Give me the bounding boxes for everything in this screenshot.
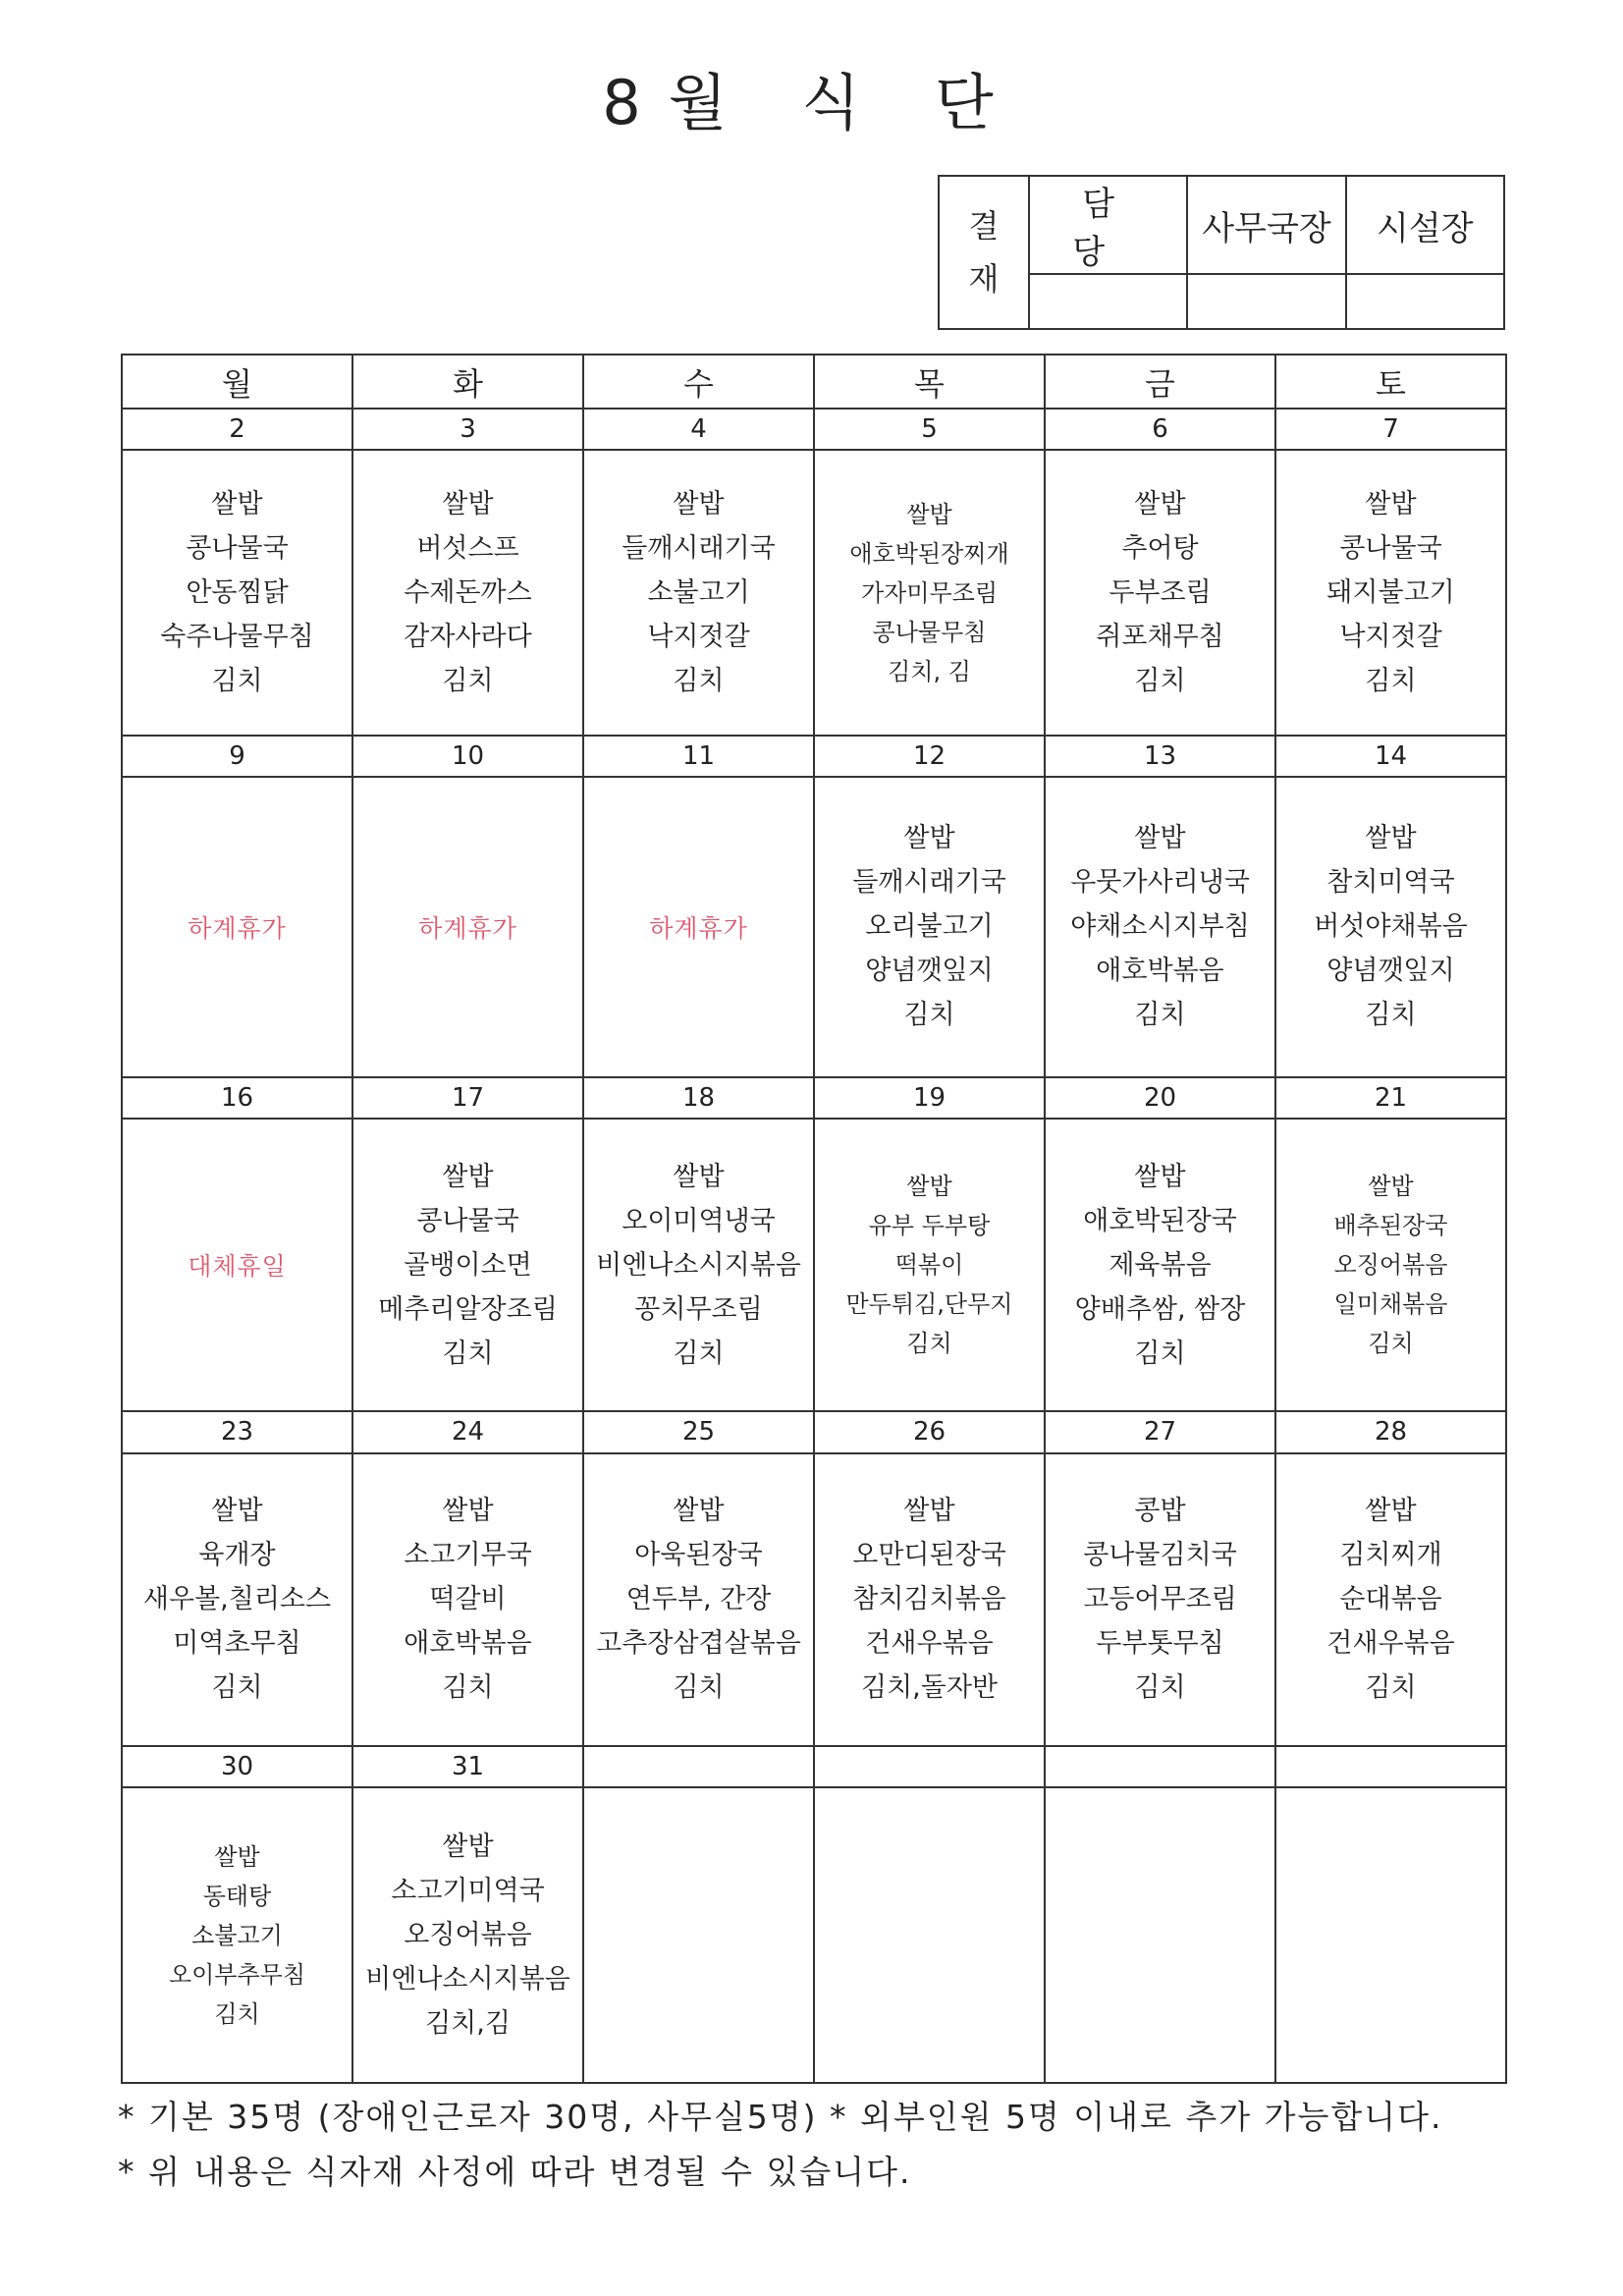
menu-item: 일미채볶음 [1333, 1290, 1448, 1319]
date-cell: 31 [352, 1746, 583, 1787]
menu-cell [814, 1119, 1045, 1412]
menu-item: 가자미무조림 [860, 578, 999, 607]
menu-cell [1275, 1119, 1506, 1412]
menu-item: 두부조림 [1109, 577, 1212, 609]
menu-item: 돼지불고기 [1326, 577, 1455, 609]
menu-item: 애호박볶음 [1096, 956, 1224, 987]
date-cell: 10 [352, 736, 583, 777]
menu-item: 쌀밥 [906, 500, 952, 528]
date-cell: 17 [352, 1077, 583, 1119]
holiday-label: 하계휴가 [418, 913, 517, 943]
date-cell: 27 [1045, 1411, 1275, 1452]
menu-item: 김치 [673, 1672, 725, 1704]
menu-item: 감자사라다 [404, 622, 532, 653]
menu-item: 김치 [1134, 1000, 1186, 1031]
approval-label [939, 176, 1029, 329]
approval-sign-box[interactable] [1346, 274, 1504, 329]
menu-item: 안동찜닭 [186, 577, 289, 609]
menu-item: 아욱된장국 [634, 1540, 763, 1571]
weekday-header: 목 [814, 355, 1045, 409]
menu-cell [583, 1119, 814, 1412]
date-cell: 11 [583, 736, 814, 777]
menu-item: 김치 [442, 1672, 494, 1704]
menu-item: 버섯스프 [416, 533, 519, 565]
menu-row [122, 1453, 1506, 1747]
date-cell: 24 [352, 1411, 583, 1452]
weekday-header: 수 [583, 355, 814, 409]
menu-item: 쌀밥 [673, 489, 725, 520]
menu-cell [1045, 1453, 1275, 1747]
menu-item: 쌀밥 [906, 1173, 952, 1201]
date-cell: 28 [1275, 1411, 1506, 1452]
menu-item: 김치 [673, 1338, 725, 1369]
menu-cell [1275, 450, 1506, 736]
date-cell: 4 [583, 409, 814, 450]
menu-cell [583, 1453, 814, 1747]
menu-item: 들깨시래기국 [622, 533, 776, 565]
weekday-header: 토 [1275, 355, 1506, 409]
weekday-header: 화 [352, 355, 583, 409]
menu-item: 연두부, 간장 [625, 1584, 772, 1615]
date-cell: 19 [814, 1077, 1045, 1119]
menu-item: 고추장삼겹살볶음 [596, 1628, 801, 1660]
menu-item: 소불고기 [191, 1921, 283, 1949]
date-cell: 6 [1045, 409, 1275, 450]
menu-item: 고등어무조림 [1083, 1584, 1237, 1615]
date-cell [1275, 1746, 1506, 1787]
menu-item: 숙주나물무침 [160, 622, 314, 653]
menu-item: 쌀밥 [1365, 823, 1417, 854]
date-row [122, 409, 1506, 450]
date-cell [814, 1746, 1045, 1787]
menu-cell [352, 777, 583, 1077]
date-cell: 14 [1275, 736, 1506, 777]
menu-item: 김치 [1134, 1672, 1186, 1704]
approval-sign-box[interactable] [1187, 274, 1345, 329]
menu-item: 김치 [1365, 1672, 1417, 1704]
weekday-header: 금 [1045, 355, 1275, 409]
menu-item: 쌀밥 [1365, 1496, 1417, 1527]
menu-item: 들깨시래기국 [852, 867, 1006, 899]
menu-item: 쌀밥 [442, 1496, 494, 1527]
date-cell [1045, 1746, 1275, 1787]
date-cell: 30 [122, 1746, 352, 1787]
menu-cell [122, 1119, 352, 1412]
menu-item: 김치찌개 [1339, 1540, 1442, 1571]
menu-item: 소불고기 [647, 577, 750, 609]
menu-item: 미역초무침 [173, 1628, 301, 1660]
menu-item: 김치 [442, 1338, 494, 1369]
date-cell: 18 [583, 1077, 814, 1119]
menu-item: 콩밥 [1134, 1496, 1186, 1527]
date-cell: 2 [122, 409, 352, 450]
menu-item: 오징어볶음 [1333, 1251, 1448, 1280]
date-cell: 7 [1275, 409, 1506, 450]
menu-item: 김치 [673, 666, 725, 697]
menu-item: 쌀밥 [442, 1161, 494, 1192]
menu-item: 김치,김 [425, 2008, 511, 2040]
menu-item: 수제돈까스 [404, 577, 532, 609]
menu-item: 김치 [1134, 1338, 1186, 1369]
menu-item: 김치 [903, 1000, 955, 1031]
menu-cell [814, 1787, 1045, 2083]
menu-cell [122, 450, 352, 736]
date-cell: 20 [1045, 1077, 1275, 1119]
menu-item: 제육볶음 [1109, 1249, 1212, 1281]
menu-row [122, 1787, 1506, 2083]
menu-item: 오이미역냉국 [622, 1205, 776, 1236]
menu-cell [1045, 777, 1275, 1077]
menu-cell [352, 1787, 583, 2083]
weekday-header-row [122, 355, 1506, 409]
menu-item: 꽁치무조림 [634, 1293, 763, 1325]
menu-item: 야채소시지부침 [1070, 911, 1250, 943]
holiday-label: 하계휴가 [188, 913, 287, 943]
menu-item: 김치, 김 [888, 657, 971, 685]
menu-cell [352, 450, 583, 736]
menu-item: 건새우볶음 [865, 1628, 994, 1660]
menu-item: 소고기무국 [404, 1540, 532, 1571]
menu-item: 애호박볶음 [404, 1628, 532, 1660]
approval-table [938, 175, 1505, 330]
menu-item: 콩나물국 [186, 533, 289, 565]
menu-item: 김치 [211, 666, 263, 697]
date-cell: 25 [583, 1411, 814, 1452]
menu-item: 새우볼,칠리소스 [142, 1584, 332, 1615]
menu-cell [122, 1453, 352, 1747]
menu-item: 유부 두부탕 [868, 1212, 991, 1240]
menu-cell [1275, 1453, 1506, 1747]
menu-item: 양념깻잎지 [1326, 956, 1455, 987]
footer-notes [118, 2090, 1443, 2200]
menu-item: 쥐포채무침 [1096, 622, 1224, 653]
date-cell [583, 1746, 814, 1787]
menu-item: 쌀밥 [214, 1842, 260, 1871]
menu-item: 김치 [1365, 666, 1417, 697]
menu-row [122, 777, 1506, 1077]
menu-cell [122, 1787, 352, 2083]
menu-item: 순대볶음 [1339, 1584, 1442, 1615]
menu-item: 김치 [906, 1330, 952, 1358]
menu-item: 참치미역국 [1326, 867, 1455, 899]
menu-item: 김치 [1365, 1000, 1417, 1031]
date-row [122, 1746, 1506, 1787]
menu-cell [352, 1119, 583, 1412]
menu-cell [1275, 1787, 1506, 2083]
menu-item: 소고기미역국 [391, 1876, 545, 1907]
note-line: * 기본 35명 (장애인근로자 30명, 사무실5명) * 외부인원 5명 이내로 추가 가능합니다. [118, 2098, 1443, 2136]
menu-item: 쌀밥 [442, 1831, 494, 1863]
menu-item: 낙지젓갈 [647, 622, 750, 653]
menu-item: 버섯야채볶음 [1314, 911, 1468, 943]
menu-item: 참치김치볶음 [852, 1584, 1006, 1615]
menu-cell [814, 777, 1045, 1077]
date-cell: 13 [1045, 736, 1275, 777]
holiday-label: 하계휴가 [649, 913, 748, 943]
menu-item: 오리불고기 [865, 911, 994, 943]
menu-item: 애호박된장국 [1083, 1205, 1237, 1236]
menu-item: 김치 [1368, 1330, 1414, 1358]
menu-item: 양념깻잎지 [865, 956, 994, 987]
menu-item: 떡갈비 [429, 1584, 507, 1615]
menu-item: 동태탕 [202, 1882, 272, 1910]
menu-cell [814, 1453, 1045, 1747]
menu-item: 콩나물국 [416, 1205, 519, 1236]
menu-cell [1275, 777, 1506, 1077]
date-cell: 26 [814, 1411, 1045, 1452]
menu-item: 쌀밥 [442, 489, 494, 520]
menu-item: 비엔나소시지볶음 [365, 1964, 570, 1995]
date-cell: 21 [1275, 1077, 1506, 1119]
approval-role-manager: 담 당 [1029, 176, 1187, 274]
holiday-label: 대체휴일 [188, 1252, 287, 1282]
menu-item: 쌀밥 [211, 489, 263, 520]
menu-item: 쌀밥 [673, 1161, 725, 1192]
meal-calendar [121, 354, 1507, 2084]
menu-item: 김치,돌자반 [861, 1672, 998, 1704]
menu-item: 육개장 [198, 1540, 276, 1571]
menu-cell [1045, 450, 1275, 736]
menu-item: 쌀밥 [1368, 1173, 1414, 1201]
date-cell: 9 [122, 736, 352, 777]
date-row [122, 1077, 1506, 1119]
date-row [122, 1411, 1506, 1452]
menu-cell [122, 777, 352, 1077]
menu-item: 만두튀김,단무지 [845, 1290, 1013, 1319]
menu-item: 쌀밥 [903, 823, 955, 854]
menu-item: 쌀밥 [1134, 1161, 1186, 1192]
menu-item: 콩나물김치국 [1083, 1540, 1237, 1571]
menu-item: 오이부추무침 [168, 1960, 306, 1989]
approval-label-text: 결 재 [968, 207, 1000, 298]
menu-item: 추어탕 [1121, 533, 1199, 565]
menu-cell [814, 450, 1045, 736]
date-row [122, 736, 1506, 777]
menu-item: 오징어볶음 [404, 1920, 532, 1951]
menu-cell [1045, 1787, 1275, 2083]
menu-item: 두부톳무침 [1096, 1628, 1224, 1660]
menu-cell [352, 1453, 583, 1747]
date-cell: 16 [122, 1077, 352, 1119]
menu-item: 건새우볶음 [1326, 1628, 1455, 1660]
menu-item: 낙지젓갈 [1339, 622, 1442, 653]
menu-item: 김치 [211, 1672, 263, 1704]
date-cell: 5 [814, 409, 1045, 450]
menu-item: 쌀밥 [673, 1496, 725, 1527]
date-cell: 3 [352, 409, 583, 450]
menu-item: 비엔나소시지볶음 [596, 1249, 801, 1281]
menu-item: 오만디된장국 [852, 1540, 1006, 1571]
note-line: * 위 내용은 식자재 사정에 따라 변경될 수 있습니다. [118, 2153, 912, 2191]
page-title: 8월 식 단 [602, 67, 1021, 138]
approval-role-director: 사무국장 [1187, 176, 1345, 274]
menu-item: 김치 [1134, 666, 1186, 697]
approval-role-facility-head: 시설장 [1346, 176, 1504, 274]
menu-item: 쌀밥 [1134, 489, 1186, 520]
menu-item: 양배추쌈, 쌈장 [1074, 1293, 1246, 1325]
menu-item: 김치 [214, 1999, 260, 2028]
menu-item: 쌀밥 [903, 1496, 955, 1527]
menu-item: 배추된장국 [1333, 1212, 1448, 1240]
menu-item: 김치 [442, 666, 494, 697]
menu-item: 골뱅이소면 [404, 1249, 532, 1281]
menu-item: 애호박된장찌개 [849, 539, 1009, 568]
menu-item: 우뭇가사리냉국 [1070, 867, 1250, 899]
menu-item: 콩나물무침 [872, 618, 987, 646]
menu-row [122, 450, 1506, 736]
menu-cell [583, 777, 814, 1077]
menu-item: 떡볶이 [894, 1251, 964, 1280]
weekday-header: 월 [122, 355, 352, 409]
menu-item: 쌀밥 [211, 1496, 263, 1527]
date-cell: 12 [814, 736, 1045, 777]
menu-item: 쌀밥 [1365, 489, 1417, 520]
menu-cell [1045, 1119, 1275, 1412]
menu-row [122, 1119, 1506, 1412]
approval-sign-box[interactable] [1029, 274, 1187, 329]
menu-item: 콩나물국 [1339, 533, 1442, 565]
menu-item: 메추리알장조림 [378, 1293, 558, 1325]
menu-cell [583, 450, 814, 736]
date-cell: 23 [122, 1411, 352, 1452]
menu-item: 쌀밥 [1134, 823, 1186, 854]
menu-cell [583, 1787, 814, 2083]
